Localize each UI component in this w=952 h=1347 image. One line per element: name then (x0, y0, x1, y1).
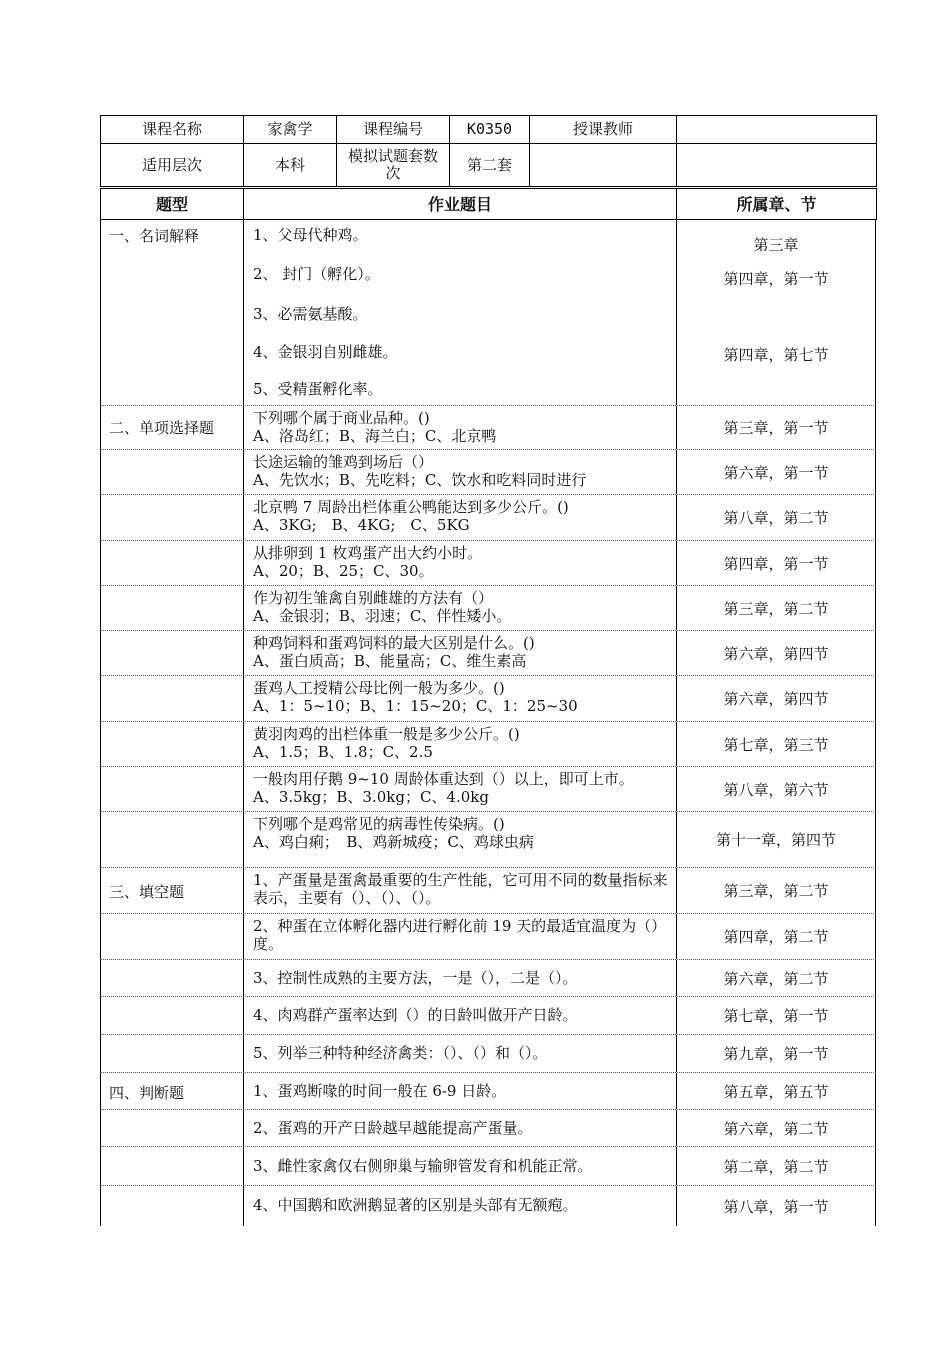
empty-label (100, 722, 243, 766)
question-text: 4、中国鹅和欧洲鹅显著的区别是头部有无额疱。 (243, 1186, 677, 1226)
empty-label (100, 586, 243, 630)
empty-label (100, 960, 243, 996)
header-table (100, 115, 877, 220)
section-definitions (100, 220, 876, 406)
chapter-text: 第八章，第一节 (677, 1186, 876, 1226)
empty-label (100, 450, 243, 494)
section-label: 三、填空题 (100, 868, 243, 913)
question-cell (243, 812, 677, 867)
section-label: 四、判断题 (100, 1073, 243, 1109)
question-cell (243, 586, 677, 630)
mc-row (100, 450, 876, 495)
options-text: A、洛岛红；B、海兰白；C、北京鸭 (253, 427, 497, 445)
question-text: 2、 封门（孵化）。 (253, 265, 380, 283)
fill-row (100, 997, 876, 1035)
level-label: 适用层次 (101, 144, 244, 188)
chapter-text: 第七章，第一节 (677, 997, 876, 1034)
mc-row (100, 495, 876, 541)
empty-label (100, 812, 243, 867)
chapter-cell (677, 220, 876, 405)
question-cell (243, 495, 677, 540)
chapter-text: 第二章，第二节 (677, 1147, 876, 1185)
question-cell (243, 676, 677, 721)
empty-label (100, 914, 243, 959)
chapter-text: 第四章，第二节 (677, 914, 876, 959)
question-cell (243, 631, 677, 675)
question-text: 长途运输的雏鸡到场后（） (253, 453, 434, 471)
mc-row (100, 631, 876, 676)
teacher-label: 授课教师 (530, 116, 677, 144)
question-text: 4、肉鸡群产蛋率达到（）的日龄叫做开产日龄。 (243, 997, 677, 1034)
mc-row (100, 676, 876, 722)
chapter-text: 第九章，第一节 (677, 1035, 876, 1072)
options-text: A、3KG; B、4KG; C、5KG (253, 516, 470, 534)
chapter-text: 第七章，第三节 (677, 722, 876, 766)
chapter-text: 第十一章，第四节 (677, 812, 876, 867)
question-cell (243, 722, 677, 766)
fill-row (100, 868, 876, 914)
course-code-label: 课程编号 (337, 116, 450, 144)
col-type-header: 题型 (101, 188, 244, 220)
chapter-text: 第三章，第一节 (677, 406, 876, 449)
question-cell (243, 767, 677, 811)
tf-row (100, 1147, 876, 1186)
question-text: 种鸡饲料和蛋鸡饲料的最大区别是什么。() (253, 634, 535, 652)
options-text: A、20；B、25；C、30。 (253, 562, 434, 580)
tf-row (100, 1186, 876, 1226)
empty-label (100, 676, 243, 721)
options-text: A、蛋白质高；B、能量高；C、维生素高 (253, 652, 527, 670)
tf-row (100, 1073, 876, 1110)
col-chapter-header: 所属章、节 (677, 188, 877, 220)
chapter-text: 第三章 (753, 236, 799, 254)
empty-label (100, 631, 243, 675)
empty-label (100, 1110, 243, 1146)
chapter-text: 第八章，第二节 (677, 495, 876, 540)
empty-label (100, 767, 243, 811)
teacher-value (677, 116, 877, 144)
question-text: 5、受精蛋孵化率。 (253, 380, 383, 398)
question-text: 2、种蛋在立体孵化器内进行孵化前 19 天的最适宜温度为（）度。 (243, 914, 677, 959)
chapter-text: 第六章，第二节 (677, 960, 876, 996)
set-value: 第二套 (450, 144, 530, 188)
chapter-text: 第六章，第四节 (677, 631, 876, 675)
question-text: 蛋鸡人工授精公母比例一般为多少。() (253, 679, 505, 697)
chapter-text: 第六章，第一节 (677, 450, 876, 494)
course-name-label: 课程名称 (101, 116, 244, 144)
empty-label (100, 541, 243, 585)
question-text: 作为初生雏禽自别雌雄的方法有（） (253, 589, 494, 607)
chapter-text: 第四章，第一节 (723, 270, 829, 288)
question-text: 2、蛋鸡的开产日龄越早越能提高产蛋量。 (243, 1110, 677, 1146)
chapter-text: 第六章，第二节 (677, 1110, 876, 1146)
fill-row (100, 1035, 876, 1073)
chapter-text: 第三章，第二节 (677, 868, 876, 913)
mc-row (100, 406, 876, 450)
question-text: 从排卵到 1 枚鸡蛋产出大约小时。 (253, 544, 483, 562)
fill-row (100, 914, 876, 960)
question-text: 1、蛋鸡断喙的时间一般在 6-9 日龄。 (243, 1073, 677, 1109)
question-body (100, 220, 876, 1226)
section-label: 二、单项选择题 (100, 406, 243, 449)
question-text: 4、金银羽自别雌雄。 (253, 343, 398, 361)
mc-row (100, 541, 876, 586)
options-text: A、1.5；B、1.8；C、2.5 (253, 743, 433, 761)
question-text: 3、必需氨基酸。 (253, 305, 368, 323)
course-code: K0350 (450, 116, 530, 144)
empty-label (100, 997, 243, 1034)
col-question-header: 作业题目 (244, 188, 677, 220)
blank-cell (677, 144, 877, 188)
fill-row (100, 960, 876, 997)
level-value: 本科 (244, 144, 337, 188)
empty-label (100, 1035, 243, 1072)
question-text: 1、父母代种鸡。 (253, 226, 368, 244)
options-text: A、金银羽；B、羽速；C、伴性矮小。 (253, 607, 512, 625)
question-cell (243, 220, 677, 405)
question-text: 5、列举三种特种经济禽类：（）、（）和（）。 (243, 1035, 677, 1072)
chapter-text: 第四章，第七节 (723, 346, 829, 364)
question-text: 黄羽肉鸡的出栏体重一般是多少公斤。() (253, 725, 520, 743)
course-name: 家禽学 (244, 116, 337, 144)
question-cell (243, 406, 677, 449)
question-cell (243, 450, 677, 494)
section-label: 一、名词解释 (100, 220, 243, 405)
tf-row (100, 1110, 876, 1147)
chapter-text: 第六章，第四节 (677, 676, 876, 721)
chapter-text: 第八章，第六节 (677, 767, 876, 811)
options-text: A、3.5kg；B、3.0kg；C、4.0kg (253, 788, 489, 806)
chapter-text: 第五章，第五节 (677, 1073, 876, 1109)
question-text: 下列哪个是鸡常见的病毒性传染病。() (253, 815, 505, 833)
empty-label (100, 1186, 243, 1226)
chapter-text: 第三章，第二节 (677, 586, 876, 630)
question-text: 一般肉用仔鹅 9~10 周龄体重达到（）以上，即可上市。 (253, 770, 634, 788)
question-cell (243, 541, 677, 585)
chapter-text: 第四章，第一节 (677, 541, 876, 585)
blank-cell (530, 144, 677, 188)
exam-page (100, 115, 876, 1226)
question-text: 北京鸭 7 周龄出栏体重公鸭能达到多少公斤。() (253, 498, 569, 516)
question-text: 3、雌性家禽仅右侧卵巢与输卵管发育和机能正常。 (243, 1147, 677, 1185)
mc-row (100, 812, 876, 868)
empty-label (100, 495, 243, 540)
options-text: A、1：5~10；B、1：15~20；C、1：25~30 (253, 697, 578, 715)
set-label: 模拟试题套数次 (337, 144, 450, 188)
mc-row (100, 722, 876, 767)
options-text: A、鸡白痢； B、鸡新城疫；C、鸡球虫病 (253, 833, 534, 851)
question-text: 1、产蛋量是蛋禽最重要的生产性能，它可用不同的数量指标来表示，主要有（）、（）、（）。 (243, 868, 677, 913)
mc-row (100, 767, 876, 812)
mc-row (100, 586, 876, 631)
question-text: 3、控制性成熟的主要方法，一是（），二是（）。 (243, 960, 677, 996)
options-text: A、先饮水；B、先吃料；C、饮水和吃料同时进行 (253, 471, 587, 489)
empty-label (100, 1147, 243, 1185)
question-text: 下列哪个属于商业品种。() (253, 409, 430, 427)
